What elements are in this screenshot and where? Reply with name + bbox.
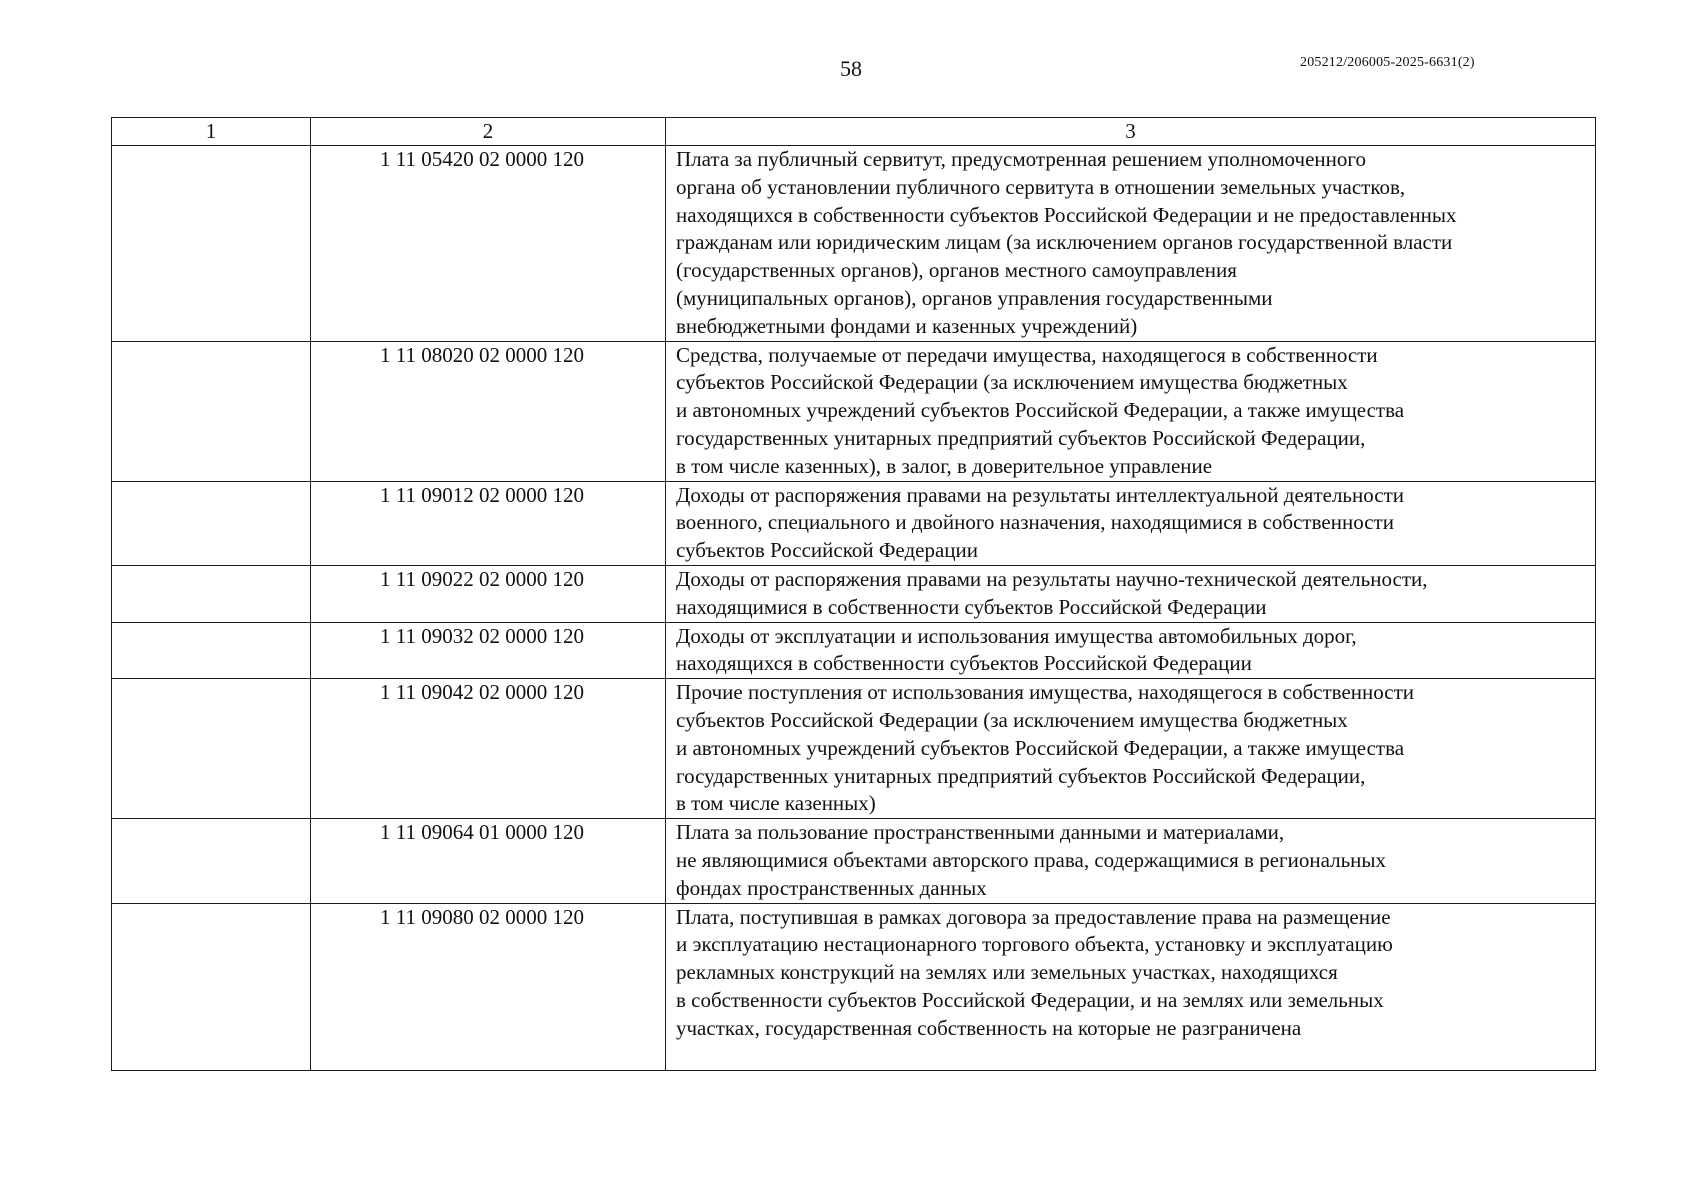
revenue-name-cell: Плата, поступившая в рамках договора за предоставление права на размещение и эксплуатацию нестационарного торгового объекта, установку и эксплуатацию рекламных конструкций на землях или земельных участках, находящихся в собственности субъектов Российской Федерации, и на землях или земельных участках, государственная собственность на которые не разграничена	[666, 903, 1596, 1070]
revenue-code-cell: 1 11 09032 02 0000 120	[311, 622, 666, 679]
document-code: 205212/206005-2025-6631(2)	[1300, 55, 1475, 70]
table-row	[112, 481, 1596, 565]
table-header-row	[112, 118, 1596, 146]
revenue-name-cell: Плата за пользование пространственными данными и материалами, не являющимися объектами авторского права, содержащимися в региональных фондах пространственных данных	[666, 819, 1596, 903]
admin-code-cell	[112, 565, 311, 622]
revenue-code-cell: 1 11 09012 02 0000 120	[311, 481, 666, 565]
table-row	[112, 565, 1596, 622]
column-header-2: 2	[311, 118, 666, 146]
admin-code-cell	[112, 341, 311, 481]
revenue-name-cell: Доходы от распоряжения правами на результаты интеллектуальной деятельности военного, специального и двойного назначения, находящимися в собственности субъектов Российской Федерации	[666, 481, 1596, 565]
table-row	[112, 819, 1596, 903]
revenue-code-cell: 1 11 05420 02 0000 120	[311, 146, 666, 342]
revenue-name-cell: Средства, получаемые от передачи имущества, находящегося в собственности субъектов Российской Федерации (за исключением имущества бюджетных и автономных учреждений субъектов Российской Федерации, а также имущества государственных унитарных предприятий субъектов Российской Федерации, в том числе казенных), в залог, в доверительное управление	[666, 341, 1596, 481]
admin-code-cell	[112, 679, 311, 819]
page-number: 58	[840, 56, 862, 81]
revenue-name-cell: Плата за публичный сервитут, предусмотренная решением уполномоченного органа об установлении публичного сервитута в отношении земельных участков, находящихся в собственности субъектов Российской Федерации и не предоставленных гражданам или юридическим лицам (за исключением органов государственной власти (государственных органов), органов местного самоуправления (муниципальных органов), органов управления государственными внебюджетными фондами и казенных учреждений)	[666, 146, 1596, 342]
table-row	[112, 622, 1596, 679]
revenue-name-cell: Доходы от эксплуатации и использования имущества автомобильных дорог, находящихся в собственности субъектов Российской Федерации	[666, 622, 1596, 679]
revenue-code-cell: 1 11 09042 02 0000 120	[311, 679, 666, 819]
table-row	[112, 341, 1596, 481]
revenue-name-cell: Прочие поступления от использования имущества, находящегося в собственности субъектов Российской Федерации (за исключением имущества бюджетных и автономных учреждений субъектов Российской Федерации, а также имущества государственных унитарных предприятий субъектов Российской Федерации, в том числе казенных)	[666, 679, 1596, 819]
table-row	[112, 903, 1596, 1070]
admin-code-cell	[112, 903, 311, 1070]
admin-code-cell	[112, 819, 311, 903]
admin-code-cell	[112, 146, 311, 342]
admin-code-cell	[112, 481, 311, 565]
table-row	[112, 146, 1596, 342]
table-row	[112, 679, 1596, 819]
revenue-code-cell: 1 11 09064 01 0000 120	[311, 819, 666, 903]
admin-code-cell	[112, 622, 311, 679]
revenue-codes-table	[111, 117, 1596, 1071]
column-header-1: 1	[112, 118, 311, 146]
revenue-code-cell: 1 11 09080 02 0000 120	[311, 903, 666, 1070]
revenue-name-cell: Доходы от распоряжения правами на результаты научно-технической деятельности, находящимися в собственности субъектов Российской Федерации	[666, 565, 1596, 622]
revenue-code-cell: 1 11 08020 02 0000 120	[311, 341, 666, 481]
column-header-3: 3	[666, 118, 1596, 146]
revenue-code-cell: 1 11 09022 02 0000 120	[311, 565, 666, 622]
